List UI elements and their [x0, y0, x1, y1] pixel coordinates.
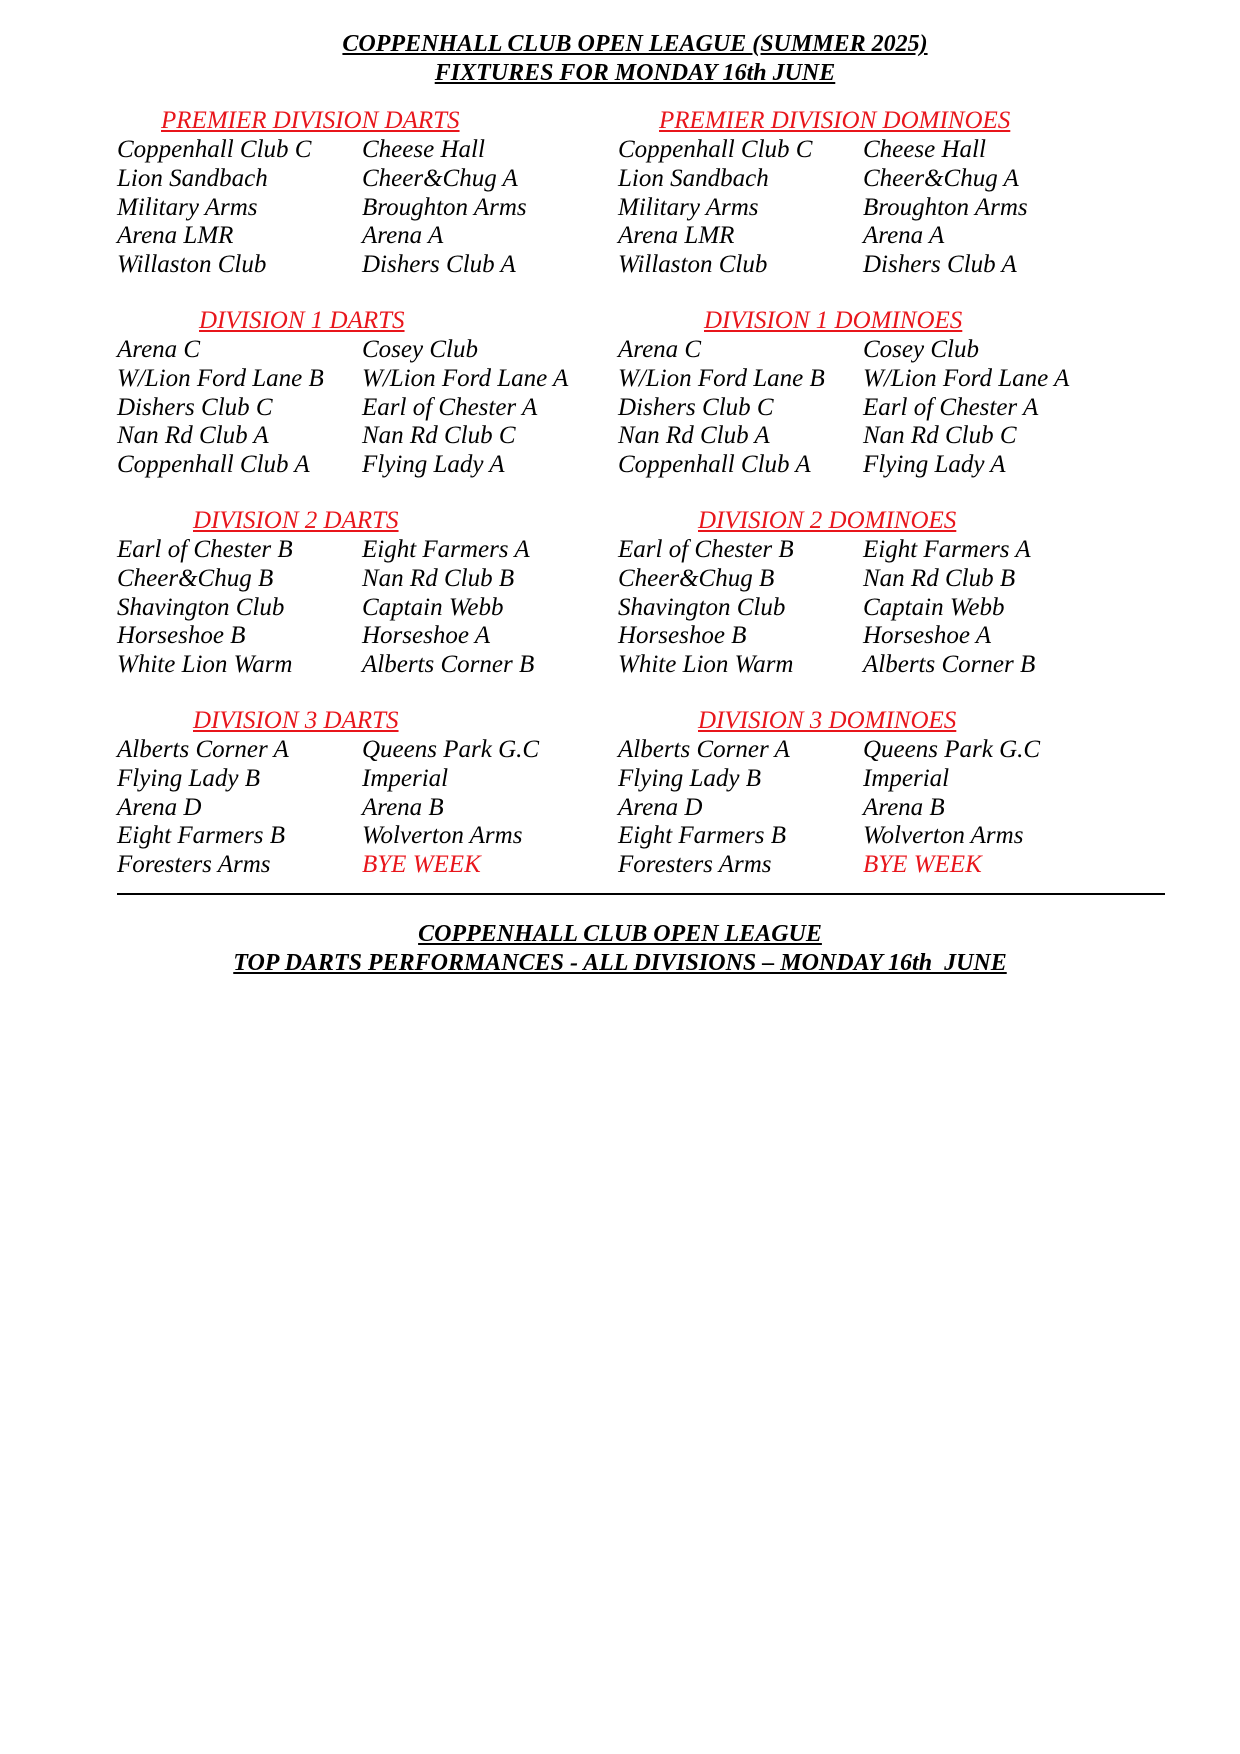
home-team: Flying Lady B: [618, 764, 762, 792]
away-team: Horseshoe A: [362, 622, 491, 650]
fixture-row: [618, 765, 1138, 794]
home-team: Lion Sandbach: [618, 164, 769, 192]
fixture-row: [618, 336, 1138, 365]
fixture-row: [618, 822, 1138, 851]
fixture-row: [117, 536, 637, 565]
section-heading: DIVISION 1 DOMINOES: [704, 307, 963, 334]
away-team: Broughton Arms: [863, 193, 1028, 221]
home-team: Earl of Chester B: [618, 536, 794, 563]
home-team: Willaston Club: [618, 251, 768, 279]
away-team: Nan Rd Club C: [863, 422, 1017, 450]
home-team: Alberts Corner A: [618, 736, 790, 763]
home-team: Nan Rd Club A: [618, 422, 770, 450]
document-title: [15, 30, 1240, 88]
fixture-row: [117, 565, 637, 594]
home-team: W/Lion Ford Lane B: [117, 364, 324, 392]
fixture-row: [618, 222, 1138, 251]
bye-week-label: BYE WEEK: [362, 851, 481, 879]
fixture-row: [618, 651, 1138, 680]
away-team: Nan Rd Club B: [863, 564, 1016, 592]
home-team: Eight Farmers B: [117, 822, 286, 850]
home-team: Cheer&Chug B: [618, 564, 775, 592]
away-team: Wolverton Arms: [362, 822, 523, 850]
fixture-row: [618, 422, 1138, 451]
section-heading: DIVISION 3 DARTS: [193, 707, 399, 734]
home-team: Arena LMR: [618, 222, 735, 250]
away-team: Nan Rd Club C: [362, 422, 516, 450]
performances-league-title: COPPENHALL CLUB OPEN LEAGUE: [418, 921, 822, 947]
away-team: Alberts Corner B: [863, 651, 1036, 679]
away-team: Flying Lady A: [362, 451, 505, 479]
fixture-row: [117, 422, 637, 451]
away-team: Horseshoe A: [863, 622, 992, 650]
fixture-list: [618, 736, 1138, 880]
section-heading: PREMIER DIVISION DOMINOES: [659, 107, 1011, 134]
fixture-row: [618, 194, 1138, 223]
home-team: Coppenhall Club C: [117, 136, 312, 163]
home-team: Coppenhall Club A: [117, 451, 310, 479]
fixture-row: [117, 222, 637, 251]
fixture-row: [618, 394, 1138, 423]
league-title: COPPENHALL CLUB OPEN LEAGUE (SUMMER 2025): [342, 31, 928, 57]
home-team: White Lion Warm: [618, 651, 794, 679]
fixture-row: [117, 136, 637, 165]
home-team: Cheer&Chug B: [117, 564, 274, 592]
away-team: Wolverton Arms: [863, 822, 1024, 850]
away-team: Dishers Club A: [362, 251, 516, 279]
home-team: Military Arms: [117, 193, 258, 221]
away-team: Queens Park G.C: [863, 736, 1041, 763]
fixture-row: [117, 622, 637, 651]
away-team: W/Lion Ford Lane A: [362, 364, 569, 392]
away-team: Imperial: [863, 764, 950, 792]
away-team: Arena A: [362, 222, 444, 250]
away-team: Alberts Corner B: [362, 651, 535, 679]
home-team: Dishers Club C: [117, 393, 273, 421]
away-team: Eight Farmers A: [863, 536, 1031, 563]
home-team: Arena C: [117, 336, 201, 363]
away-team: Cheese Hall: [362, 136, 485, 163]
fixture-row: [117, 451, 637, 480]
fixture-row: [117, 194, 637, 223]
home-team: Arena D: [618, 793, 703, 821]
fixture-row: [117, 365, 637, 394]
fixture-row: [618, 365, 1138, 394]
away-team: Earl of Chester A: [362, 393, 538, 421]
home-team: Earl of Chester B: [117, 536, 293, 563]
away-team: Cosey Club: [863, 336, 979, 363]
away-team: Arena B: [362, 793, 444, 821]
section-heading: PREMIER DIVISION DARTS: [161, 107, 460, 134]
home-team: Coppenhall Club A: [618, 451, 811, 479]
fixture-row: [117, 594, 637, 623]
home-team: Eight Farmers B: [618, 822, 787, 850]
fixture-list: [117, 536, 637, 680]
home-team: Flying Lady B: [117, 764, 261, 792]
away-team: Flying Lady A: [863, 451, 1006, 479]
home-team: Horseshoe B: [618, 622, 747, 650]
away-team: Arena A: [863, 222, 945, 250]
home-team: Foresters Arms: [117, 851, 271, 879]
home-team: Shavington Club: [618, 593, 786, 621]
bye-week-label: BYE WEEK: [863, 851, 982, 879]
away-team: Cheese Hall: [863, 136, 986, 163]
fixture-list: [618, 336, 1138, 480]
home-team: Foresters Arms: [618, 851, 772, 879]
home-team: Dishers Club C: [618, 393, 774, 421]
fixture-row: [117, 765, 637, 794]
fixture-row: [618, 736, 1138, 765]
fixture-row: [117, 394, 637, 423]
away-team: Cheer&Chug A: [362, 164, 518, 192]
away-team: Broughton Arms: [362, 193, 527, 221]
home-team: White Lion Warm: [117, 651, 293, 679]
away-team: Nan Rd Club B: [362, 564, 515, 592]
fixture-row: [117, 822, 637, 851]
home-team: Nan Rd Club A: [117, 422, 269, 450]
fixture-row: [117, 165, 637, 194]
fixture-row: [117, 251, 637, 280]
fixture-row: [618, 622, 1138, 651]
away-team: Earl of Chester A: [863, 393, 1039, 421]
home-team: Willaston Club: [117, 251, 267, 279]
fixture-list: [117, 336, 637, 480]
section-heading: DIVISION 3 DOMINOES: [698, 707, 957, 734]
fixture-row: [117, 794, 637, 823]
section-divider: [117, 893, 1165, 895]
home-team: Lion Sandbach: [117, 164, 268, 192]
fixture-row: [117, 336, 637, 365]
away-team: Imperial: [362, 764, 449, 792]
performances-title: [0, 920, 1240, 978]
fixture-row: [618, 565, 1138, 594]
fixture-row: [618, 536, 1138, 565]
fixture-row: [618, 251, 1138, 280]
away-team: Captain Webb: [362, 593, 504, 621]
fixture-row: [618, 594, 1138, 623]
fixture-list: [618, 136, 1138, 280]
home-team: Military Arms: [618, 193, 759, 221]
home-team: Shavington Club: [117, 593, 285, 621]
away-team: W/Lion Ford Lane A: [863, 364, 1070, 392]
home-team: Horseshoe B: [117, 622, 246, 650]
home-team: Arena LMR: [117, 222, 234, 250]
fixture-row: [618, 851, 1138, 880]
away-team: Cosey Club: [362, 336, 478, 363]
fixture-row: [618, 165, 1138, 194]
fixture-row: [618, 136, 1138, 165]
fixtures-date-title: FIXTURES FOR MONDAY 16th JUNE: [434, 60, 836, 86]
fixture-list: [618, 536, 1138, 680]
away-team: Dishers Club A: [863, 251, 1017, 279]
section-heading: DIVISION 2 DOMINOES: [698, 507, 957, 534]
away-team: Queens Park G.C: [362, 736, 540, 763]
home-team: W/Lion Ford Lane B: [618, 364, 825, 392]
performances-subtitle: TOP DARTS PERFORMANCES - ALL DIVISIONS – MONDAY 16th JUNE: [233, 950, 1007, 976]
fixture-list: [117, 136, 637, 280]
fixture-row: [618, 794, 1138, 823]
home-team: Alberts Corner A: [117, 736, 289, 763]
away-team: Eight Farmers A: [362, 536, 530, 563]
fixture-list: [117, 736, 637, 880]
section-heading: DIVISION 1 DARTS: [199, 307, 405, 334]
home-team: Coppenhall Club C: [618, 136, 813, 163]
fixture-row: [117, 851, 637, 880]
fixture-row: [117, 736, 637, 765]
section-heading: DIVISION 2 DARTS: [193, 507, 399, 534]
fixture-row: [618, 451, 1138, 480]
away-team: Arena B: [863, 793, 945, 821]
home-team: Arena C: [618, 336, 702, 363]
home-team: Arena D: [117, 793, 202, 821]
away-team: Cheer&Chug A: [863, 164, 1019, 192]
away-team: Captain Webb: [863, 593, 1005, 621]
fixture-row: [117, 651, 637, 680]
